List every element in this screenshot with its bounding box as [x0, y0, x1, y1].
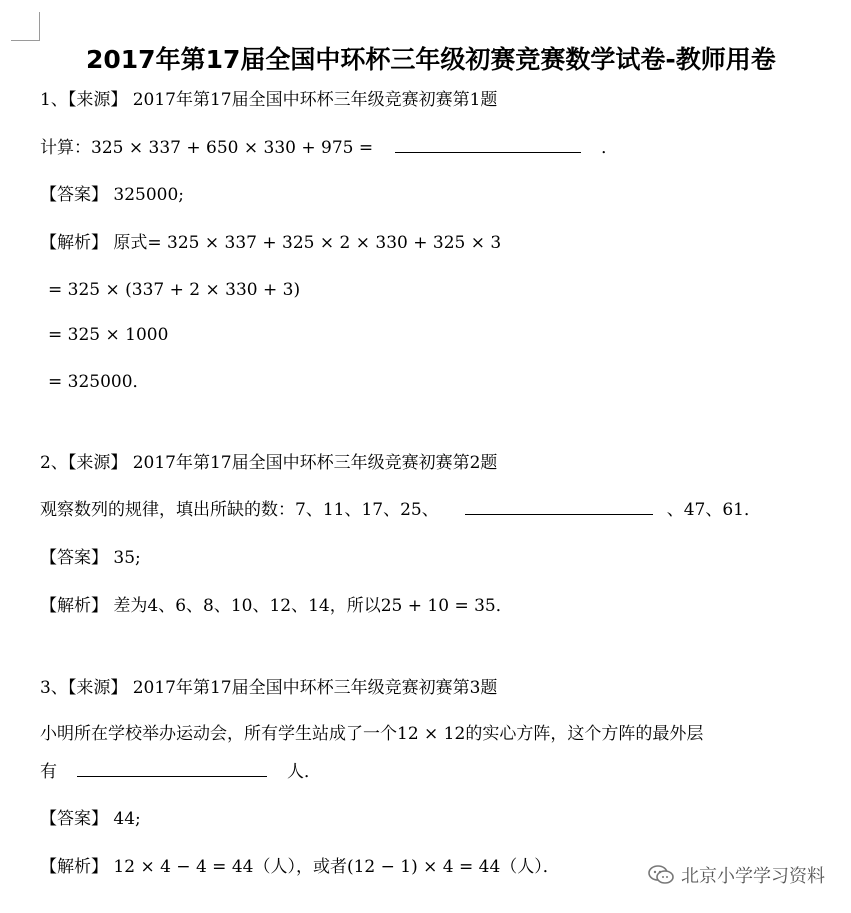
question-2-prompt-tail: 、47、61．: [666, 500, 761, 520]
question-2-answer-blank: [465, 498, 653, 515]
page-corner-mark: [11, 12, 40, 41]
question-3-prompt-line-2: [40, 760, 321, 784]
question-1-answer: 【答案】 325000;: [40, 185, 185, 205]
question-2-prompt: [40, 498, 761, 522]
question-3-analysis-line-1: 【解析】 12 × 4 − 4 = 44（人），或者(12 − 1) × 4 = 44（人）．: [40, 857, 560, 877]
question-1-analysis-line-4: = 325000．: [48, 372, 150, 392]
watermark-text: 北京小学学习资料: [681, 866, 825, 887]
document-title: 2017年第17届全国中环杯三年级初赛竞赛数学试卷-教师用卷: [86, 45, 776, 74]
question-2-analysis-line-1: 【解析】 差为4、6、8、10、12、14，所以25 + 10 = 35．: [40, 596, 513, 616]
question-1-prompt-text: 计算：325 × 337 + 650 × 330 + 975 =: [40, 138, 374, 158]
question-2-answer: 【答案】 35;: [40, 548, 141, 568]
question-1-analysis-line-2: = 325 × (337 + 2 × 330 + 3): [48, 280, 301, 300]
question-1-analysis-line-1: 【解析】 原式= 325 × 337 + 325 × 2 × 330 + 325 × 3: [40, 233, 502, 253]
question-1-prompt-tail: ．: [601, 138, 619, 158]
question-1-analysis-line-3: = 325 × 1000: [48, 325, 169, 345]
question-2-prompt-text: 观察数列的规律，填出所缺的数：7、11、17、25、: [40, 500, 439, 520]
question-1-source: 1、【来源】 2017年第17届全国中环杯三年级竞赛初赛第1题: [40, 90, 498, 110]
question-3-prompt-line-1: 小明所在学校举办运动会，所有学生站成了一个12 × 12的实心方阵，这个方阵的最外层: [40, 724, 704, 744]
question-3-source: 3、【来源】 2017年第17届全国中环杯三年级竞赛初赛第3题: [40, 678, 498, 698]
question-2-source: 2、【来源】 2017年第17届全国中环杯三年级竞赛初赛第2题: [40, 453, 498, 473]
watermark: [647, 862, 825, 888]
question-1-prompt: [40, 136, 618, 160]
question-1-answer-blank: [395, 136, 581, 153]
question-3-prompt-head: 有: [40, 762, 57, 782]
wechat-icon: [647, 864, 675, 886]
question-3-answer-blank: [77, 760, 267, 777]
question-3-answer: 【答案】 44;: [40, 809, 141, 829]
question-3-prompt-tail: 人．: [287, 762, 321, 782]
